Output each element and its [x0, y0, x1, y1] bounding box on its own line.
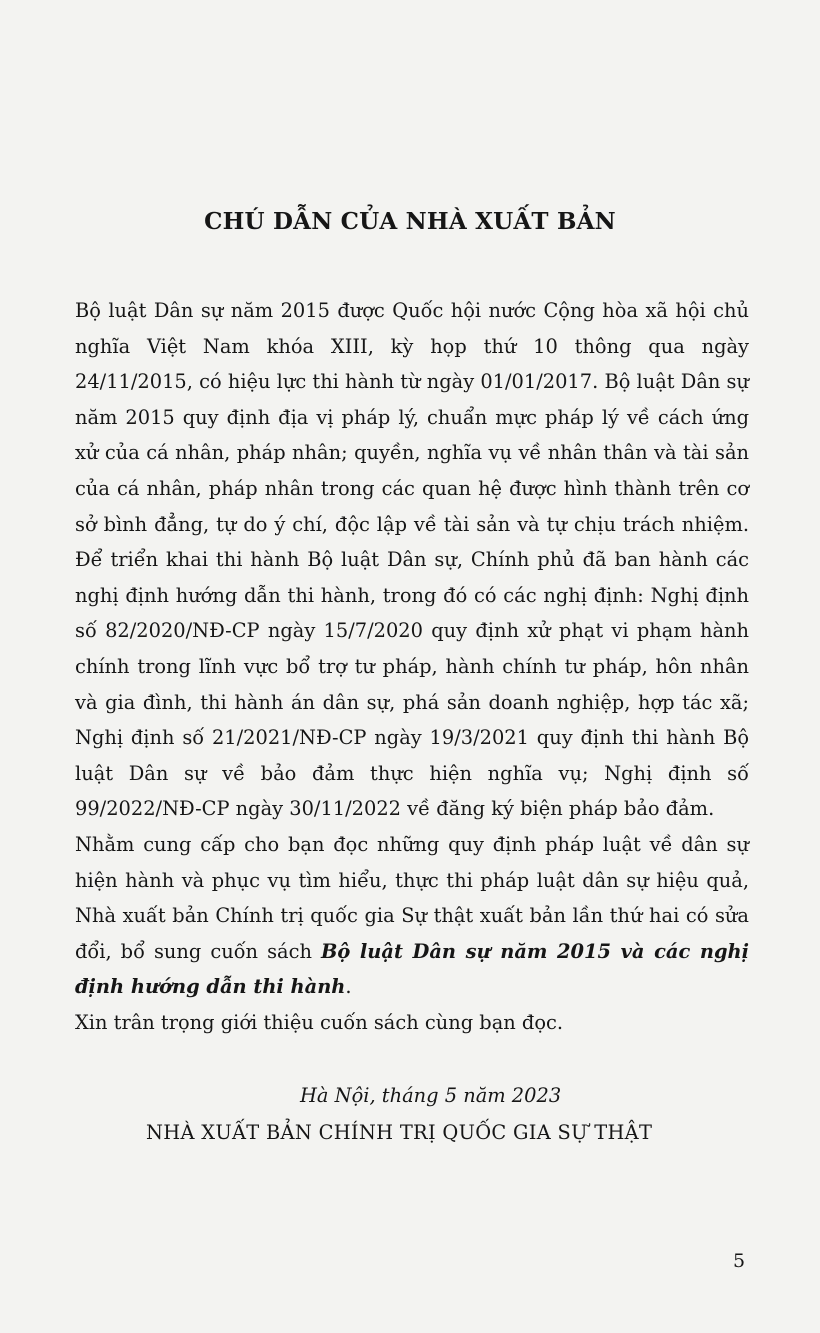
page-title: CHÚ DẪN CỦA NHÀ XUẤT BẢN [204, 208, 616, 235]
page-number: 5 [733, 1250, 746, 1272]
book-title: Bộ luật Dân sự năm 2015 và các nghị định hướng dẫn thi hành [75, 939, 749, 999]
paragraph-2-end: . [345, 975, 352, 999]
paragraph-2-text: Nhằm cung cấp cho bạn đọc những quy định pháp luật về dân sự hiện hành và phục vụ tìm hiểu, thực thi pháp luật dân sự hiệu quả, Nhà xuất bản Chính trị quốc gia Sự thật xuất bản lần thứ hai có sửa đổi, bổ sung cuốn sách [75, 832, 749, 963]
signoff-date: Hà Nội, tháng 5 năm 2023 [300, 1084, 562, 1107]
publisher-name: NHÀ XUẤT BẢN CHÍNH TRỊ QUỐC GIA SỰ THẬT [146, 1121, 653, 1144]
paragraph-2 [75, 827, 749, 1005]
preface-body [75, 293, 749, 1040]
paragraph-1-text: Bộ luật Dân sự năm 2015 được Quốc hội nước Cộng hòa xã hội chủ nghĩa Việt Nam khóa XIII, kỳ họp thứ 10 thông qua ngày 24/11/2015, có hiệu lực thi hành từ ngày 01/01/2017. Bộ luật Dân sự năm 2015 quy định địa vị pháp lý, chuẩn mực pháp lý về cách ứng xử của cá nhân, pháp nhân; quyền, nghĩa vụ về nhân thân và tài sản của cá nhân, pháp nhân trong các quan hệ được hình thành trên cơ sở bình đẳng, tự do ý chí, độc lập về tài sản và tự chịu trách nhiệm. Để triển khai thi hành Bộ luật Dân sự, Chính phủ đã ban hành các nghị định hướng dẫn thi hành, trong đó có các nghị định: Nghị định số 82/2020/NĐ-CP ngày 15/7/2020 quy định xử phạt vi phạm hành chính trong lĩnh vực bổ trợ tư pháp, hành chính tư pháp, hôn nhân và gia đình, thi hành án dân sự, phá sản doanh nghiệp, hợp tác xã; Nghị định số 21/2021/NĐ-CP ngày 19/3/2021 quy định thi hành Bộ luật Dân sự về bảo đảm thực hiện nghĩa vụ; Nghị định số 99/2022/NĐ-CP ngày 30/11/2022 về đăng ký biện pháp bảo đảm. [75, 299, 749, 821]
paragraph-1 [75, 293, 749, 827]
paragraph-3-text: Xin trân trọng giới thiệu cuốn sách cùng bạn đọc. [75, 1010, 564, 1034]
paragraph-3 [75, 1005, 749, 1041]
